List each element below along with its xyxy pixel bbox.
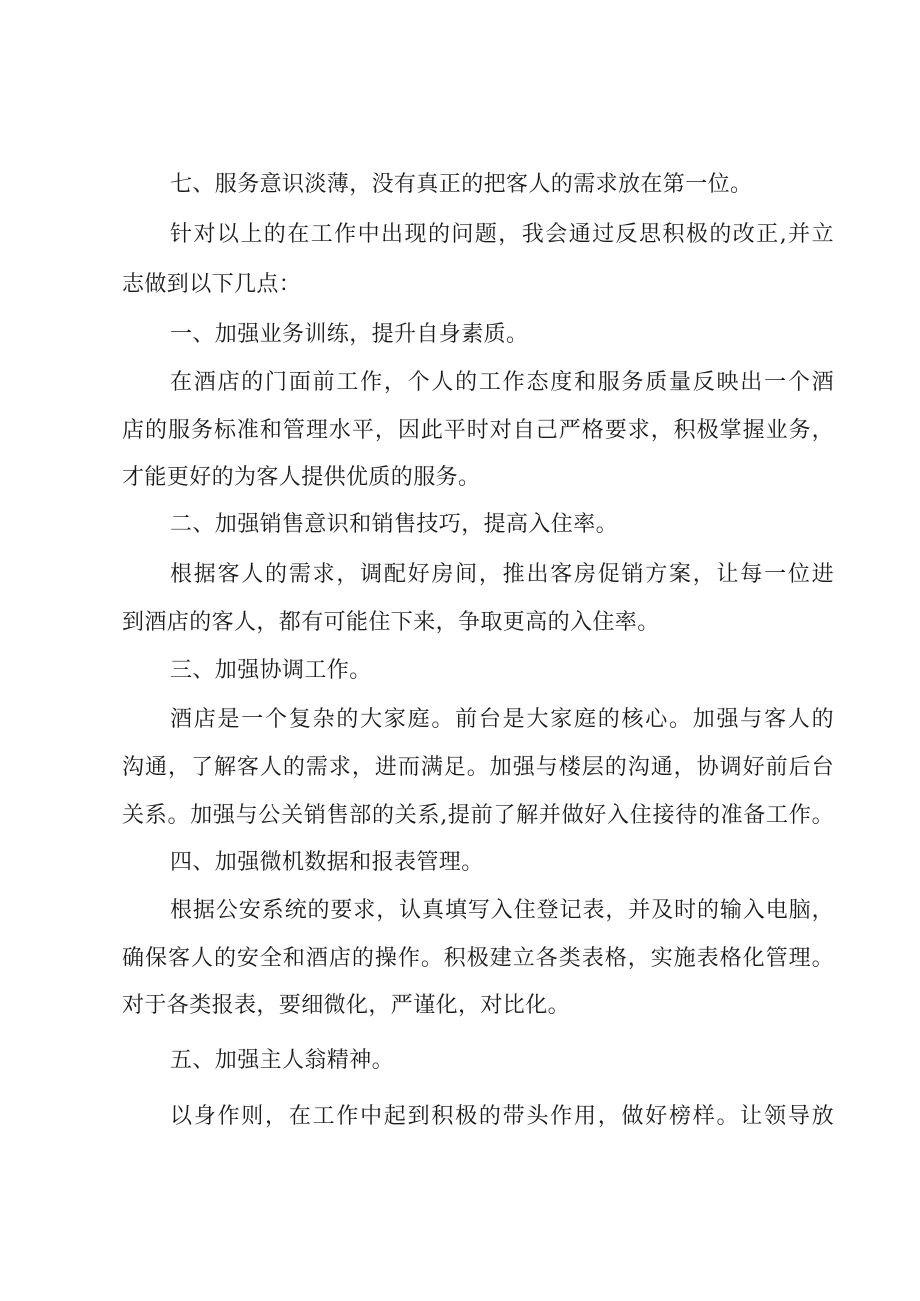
- text-line: 酒店是一个复杂的大家庭。前台是大家庭的核心。加强与客人的: [170, 707, 834, 732]
- text-line: 根据公安系统的要求，认真填写入住登记表，并及时的输入电脑，: [170, 898, 834, 923]
- text-line: 七、服务意识淡薄，没有真正的把客人的需求放在第一位。: [170, 172, 753, 197]
- text-line: 对于各类报表，要细微化，严谨化，对比化。: [122, 993, 571, 1018]
- text-line: 以身作则，在工作中起到积极的带头作用，做好榜样。让领导放: [170, 1104, 834, 1129]
- section-heading: 五、加强主人翁精神。: [170, 1048, 395, 1073]
- text-line: 志做到以下几点：: [122, 272, 302, 297]
- text-line: 根据客人的需求，调配好房间，推出客房促销方案，让每一位进: [170, 562, 834, 587]
- text-line: 店的服务标准和管理水平，因此平时对自己严格要求，积极掌握业务，: [122, 418, 834, 443]
- text-line: 关系。加强与公关销售部的关系,提前了解并做好入住接待的准备工作。: [122, 803, 834, 828]
- text-line: 才能更好的为客人提供优质的服务。: [122, 465, 481, 490]
- section-heading: 一、加强业务训练，提升自身素质。: [170, 322, 529, 347]
- text-line: 确保客人的安全和酒店的操作。积极建立各类表格，实施表格化管理。: [122, 946, 834, 971]
- text-line: 沟通，了解客人的需求，进而满足。加强与楼层的沟通，协调好前后台: [122, 755, 834, 780]
- text-line: 在酒店的门面前工作，个人的工作态度和服务质量反映出一个酒: [170, 370, 834, 395]
- section-heading: 二、加强销售意识和销售技巧，提高入住率。: [170, 512, 619, 537]
- section-heading: 三、加强协调工作。: [170, 658, 372, 683]
- text-line: 到酒店的客人，都有可能住下来，争取更高的入住率。: [122, 610, 660, 635]
- text-line: 针对以上的在工作中出现的问题，我会通过反思积极的改正,并立: [170, 222, 834, 247]
- section-heading: 四、加强微机数据和报表管理。: [170, 850, 484, 875]
